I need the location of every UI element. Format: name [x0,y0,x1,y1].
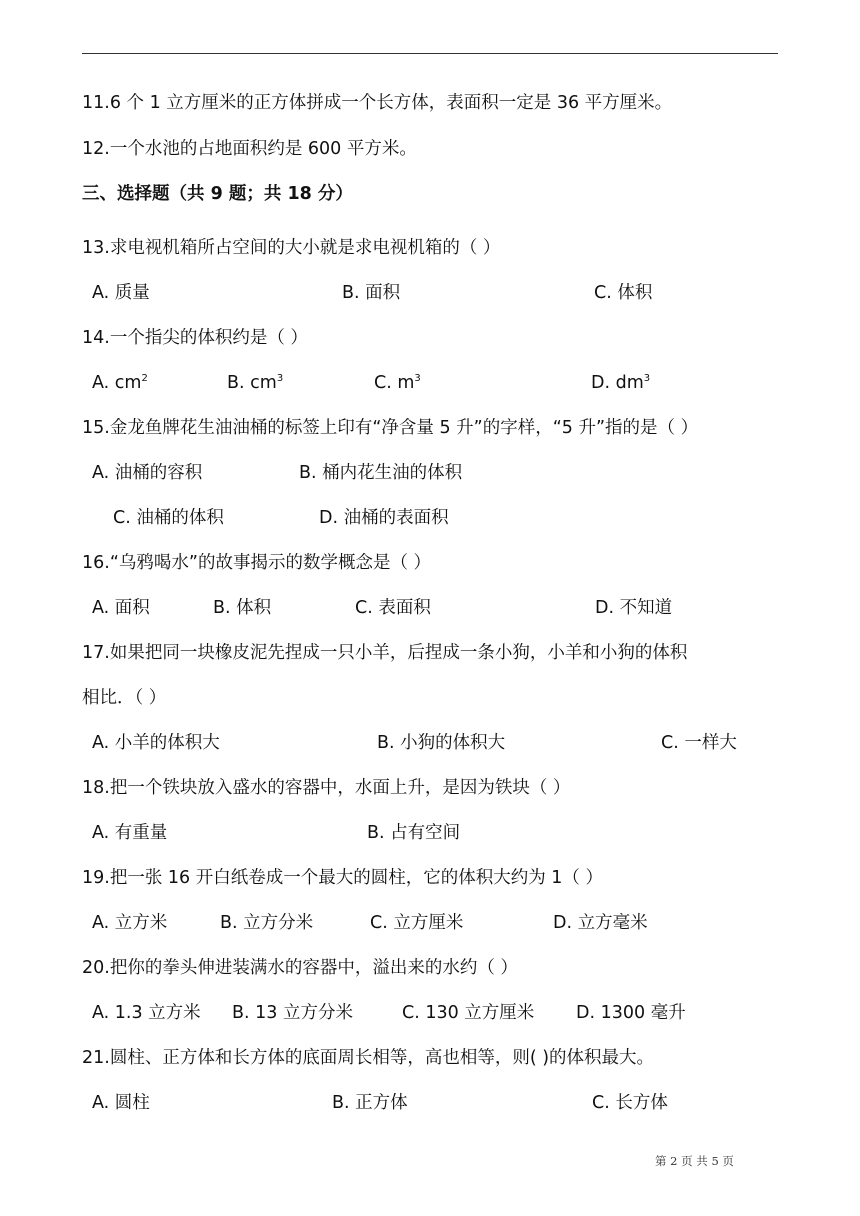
q13-option-c: C. 体积 [594,283,653,303]
q20-option-b: B. 13 立方分米 [232,1003,353,1023]
question-18-stem: 18.把一个铁块放入盛水的容器中，水面上升，是因为铁块（ ） [82,778,571,798]
q14-option-b: B. $cm^3$ [227,373,284,393]
q17-option-c: C. 一样大 [661,733,737,753]
q16-option-b: B. 体积 [213,598,272,618]
question-11: 11.6 个 1 立方厘米的正方体拼成一个长方体，表面积一定是 36 平方厘米。 [82,93,673,113]
page-footer: 第 2 页 共 5 页 [655,1154,734,1168]
question-21-stem: 21.圆柱、正方体和长方体的底面周长相等，高也相等，则( )的体积最大。 [82,1048,655,1068]
question-15-stem: 15.金龙鱼牌花生油油桶的标签上印有“净含量 5 升”的字样，“5 升”指的是（ ） [82,418,699,438]
q18-option-a: A. 有重量 [92,823,168,843]
q17-option-a: A. 小羊的体积大 [92,733,220,753]
q14-option-c: C. $m^3$ [374,373,421,393]
q16-option-c: C. 表面积 [355,598,431,618]
q21-option-c: C. 长方体 [592,1093,668,1113]
question-13-stem: 13.求电视机箱所占空间的大小就是求电视机箱的（ ） [82,238,501,258]
question-14-stem: 14.一个指尖的体积约是（ ） [82,328,308,348]
q20-option-a: A. 1.3 立方米 [92,1003,201,1023]
q13-option-b: B. 面积 [342,283,401,303]
section-3-title: 三、选择题（共 9 题；共 18 分） [82,184,353,204]
q13-option-a: A. 质量 [92,283,150,303]
q19-option-a: A. 立方米 [92,913,168,933]
q21-option-b: B. 正方体 [332,1093,408,1113]
q20-option-d: D. 1300 毫升 [576,1003,686,1023]
q18-option-b: B. 占有空间 [367,823,461,843]
q16-option-a: A. 面积 [92,598,150,618]
q15-option-c: C. 油桶的体积 [113,508,224,528]
q17-option-b: B. 小狗的体积大 [377,733,506,753]
q21-option-a: A. 圆柱 [92,1093,150,1113]
question-17-stem-line-1: 17.如果把同一块橡皮泥先捏成一只小羊，后捏成一条小狗，小羊和小狗的体积 [82,643,688,663]
q14-option-a: A. $cm^2$ [92,373,148,393]
q15-option-b: B. 桶内花生油的体积 [299,463,463,483]
question-16-stem: 16.“乌鸦喝水”的故事揭示的数学概念是（ ） [82,553,432,573]
q19-option-c: C. 立方厘米 [370,913,464,933]
question-17-stem-line-2: 相比．（ ） [82,688,167,708]
q20-option-c: C. 130 立方厘米 [402,1003,535,1023]
q14-option-d: D. $dm^3$ [591,373,651,393]
question-12: 12.一个水池的占地面积约是 600 平方米。 [82,139,417,159]
q15-option-a: A. 油桶的容积 [92,463,203,483]
q15-option-d: D. 油桶的表面积 [319,508,449,528]
question-19-stem: 19.把一张 16 开白纸卷成一个最大的圆柱，它的体积大约为 1（ ） [82,868,603,888]
header-rule [82,53,778,54]
q19-option-d: D. 立方毫米 [553,913,648,933]
question-20-stem: 20.把你的拳头伸进装满水的容器中，溢出来的水约（ ） [82,958,518,978]
q19-option-b: B. 立方分米 [220,913,314,933]
q16-option-d: D. 不知道 [595,598,673,618]
